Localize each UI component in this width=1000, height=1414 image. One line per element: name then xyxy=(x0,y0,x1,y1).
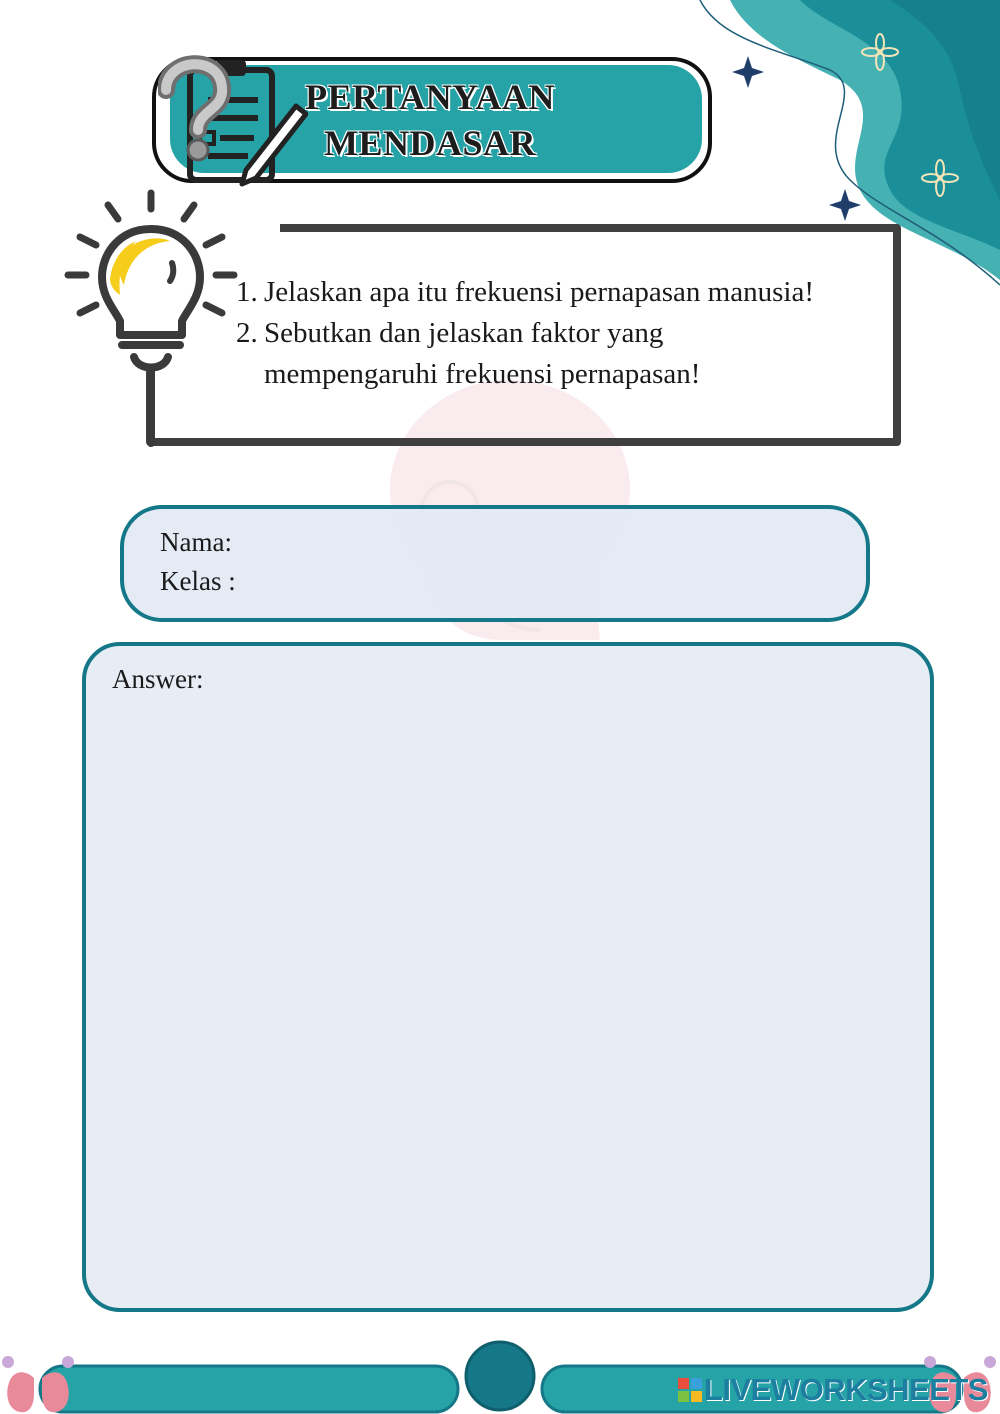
answer-box xyxy=(82,642,934,1312)
flower-icon xyxy=(732,56,764,88)
answer-label: Answer: xyxy=(112,664,204,694)
lightbulb-icon xyxy=(62,185,242,450)
question-item xyxy=(236,313,896,395)
class-label: Kelas : xyxy=(160,566,236,596)
identity-box[interactable] xyxy=(120,505,870,622)
page-title xyxy=(300,74,560,166)
question-item xyxy=(236,272,896,313)
question-text: Sebutkan dan jelaskan faktor yang mempengaruhi frekuensi pernapasan! xyxy=(264,317,701,390)
question-number: 1. xyxy=(236,276,258,308)
lungs-icon xyxy=(2,1356,74,1412)
answer-input[interactable] xyxy=(106,706,910,1288)
brand-logo[interactable] xyxy=(678,1372,988,1408)
flower-icon xyxy=(829,189,861,221)
liveworksheets-logo-icon xyxy=(678,1378,702,1402)
question-text: Jelaskan apa itu frekuensi pernapasan manusia! xyxy=(264,276,814,308)
question-number: 2. xyxy=(236,317,258,349)
title-line-1: PERTANYAAN xyxy=(305,77,555,117)
title-line-2: MENDASAR xyxy=(323,123,536,163)
question-list xyxy=(236,272,896,395)
clipboard-question-icon xyxy=(158,48,308,188)
brand-text: LIVEWORKSHEETS xyxy=(703,1372,988,1407)
name-label: Nama: xyxy=(160,527,232,557)
